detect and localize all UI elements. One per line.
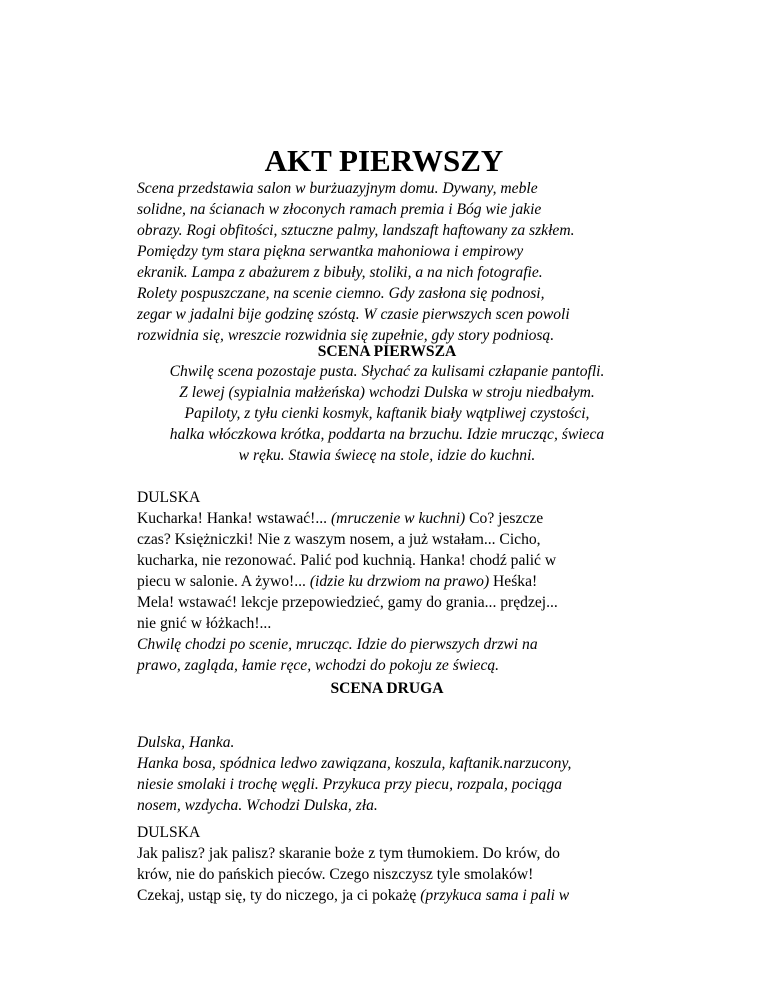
scene1-direction-line: w ręku. Stawia świecę na stole, idzie do kuchni. [238,447,536,464]
inline-stage-direction: (mruczenie w kuchni) [330,510,466,527]
stage-direction-line: Chwilę chodzi po scenie, mrucząc. Idzie do pierwszych drzwi na [137,636,538,653]
intro-line: rozwidnia się, wreszcie rozwidnia się zupełnie, gdy story podniosą. [137,327,555,344]
speaker-name: DULSKA [137,489,201,506]
intro-line: ekranik. Lampa z abażurem z bibuły, stoliki, a na nich fotografie. [137,264,543,281]
scene2-title: SCENA DRUGA [330,680,444,697]
scene2-stage-direction [137,732,637,816]
scene1-title: SCENA PIERWSZA [317,343,457,360]
scene2-direction-line: niesie smolaki i trochę węgli. Przykuca przy piecu, rozpala, pociąga [137,776,562,793]
speech-line: Jak palisz? jak palisz? skaranie boże z tym tłumokiem. Do krów, do [137,845,560,862]
scene2-direction-line: nosem, wzdycha. Wchodzi Dulska, zła. [137,797,378,814]
scene1-direction-line: Chwilę scena pozostaje pusta. Słychać za kulisami człapanie pantofli. [169,363,605,380]
intro-line: Pomiędzy tym stara piękna serwantka mahoniowa i empirowy [137,243,524,260]
speech-text: Heśka! [493,573,538,590]
scene1-direction-line: Papiloty, z tyłu cienki kosmyk, kaftanik biały wątpliwej czystości, [184,405,590,422]
scene2-direction-line: Hanka bosa, spódnica ledwo zawiązana, koszula, kaftanik.narzucony, [137,755,572,772]
scene1-stage-direction [137,361,637,466]
speech-text: Czekaj, ustąp się, ty do niczego, ja ci pokażę [137,887,417,904]
scene2-cast: Dulska, Hanka. [137,734,235,751]
scene1-direction-line: halka włóczkowa krótka, poddarta na brzuchu. Idzie mrucząc, świeca [169,426,605,443]
speech-line: czas? Księżniczki! Nie z waszym nosem, a już wstałam... Cicho, [137,531,541,548]
speaker-name: DULSKA [137,824,201,841]
stage-direction-line: prawo, zagląda, łamie ręce, wchodzi do pokoju ze świecą. [137,657,500,674]
speech-text: Kucharka! Hanka! wstawać!... [137,510,328,527]
intro-line: Rolety pospuszczane, na scenie ciemno. Gdy zasłona się podnosi, [137,285,545,302]
intro-line: zegar w jadalni bije godzinę szóstą. W czasie pierwszych scen powoli [137,306,570,323]
intro-stage-direction [137,178,637,346]
speech-line [137,885,637,906]
scene1-dialogue [137,487,637,676]
speech-line: krów, nie do pańskich pieców. Czego niszczysz tyle smolaków! [137,866,534,883]
intro-line: Scena przedstawia salon w burżuazyjnym domu. Dywany, meble [137,180,538,197]
speech-line: nie gnić w łóżkach!... [137,615,272,632]
intro-line: solidne, na ścianach w złoconych ramach premia i Bóg wie jakie [137,201,542,218]
speech-text: Co? jeszcze [469,510,544,527]
act-title: AKT PIERWSZY [264,143,504,178]
speech-line: Mela! wstawać! lekcje przepowiedzieć, gamy do grania... prędzej... [137,594,558,611]
speech-line [137,508,637,529]
scene1-direction-line: Z lewej (sypialnia małżeńska) wchodzi Dulska w stroju niedbałym. [179,384,595,401]
scene2-dialogue [137,822,637,906]
inline-stage-direction: (przykuca sama i pali w [420,887,570,904]
intro-line: obrazy. Rogi obfitości, sztuczne palmy, landszaft haftowany za szkłem. [137,222,575,239]
speech-line [137,571,637,592]
speech-text: piecu w salonie. A żywo!... [137,573,306,590]
inline-stage-direction: (idzie ku drzwiom na prawo) [309,573,490,590]
speech-line: kucharka, nie rezonować. Palić pod kuchnią. Hanka! chodź palić w [137,552,557,569]
